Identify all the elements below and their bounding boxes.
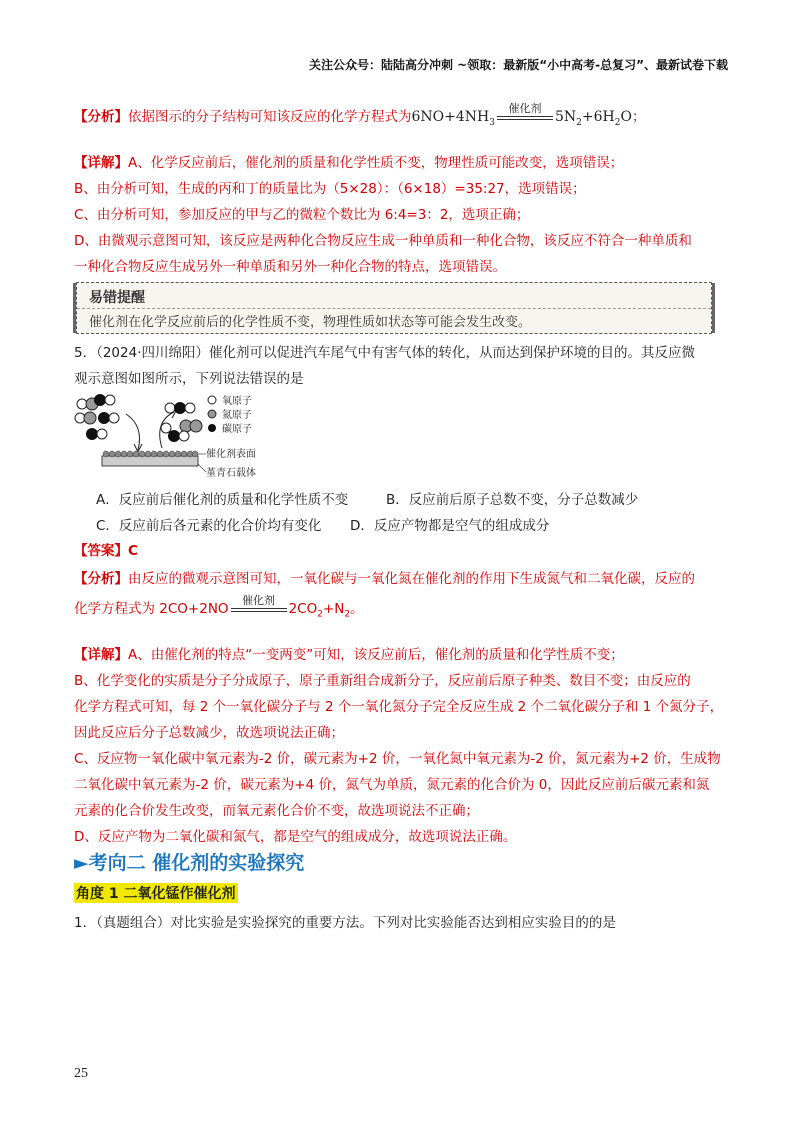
option-d: D．反应产物都是空气的组成成分 [350, 518, 550, 534]
eq-right-mid: +6H [581, 109, 615, 125]
catalyst-arrow [497, 102, 553, 124]
detail2-line: C、反应物一氧化碳中氧元素为-2 价，碳元素为+2 价，一氧化氮中氧元素为-2 价，氮元素为+2 价，生成物 [74, 751, 721, 767]
diagram-legend [208, 394, 252, 435]
eq-right-sub1: 2 [576, 117, 582, 128]
option-a: A．反应前后催化剂的质量和化学性质不变 [96, 492, 349, 508]
option-c: C．反应前后各元素的化合价均有变化 [96, 518, 322, 534]
equation-1 [412, 104, 632, 136]
eq-right-sub2: 2 [614, 117, 621, 128]
eq-right: 5N [554, 109, 577, 125]
detail-tag: 【详解】 [74, 155, 128, 171]
eq-left-sub: 3 [489, 117, 495, 128]
detail2-line: A、由催化剂的特点“一变两变”可知，该反应前后，催化剂的质量和化学性质不变； [128, 647, 624, 663]
analysis-2 [74, 566, 734, 628]
angle-label: 角度 1 二氧化锰作催化剂 [74, 883, 238, 903]
answer-value: C [128, 543, 138, 559]
detail2-line: 元素的化合价发生改变，而氧元素化合价不变，故选项说法不正确； [74, 803, 479, 819]
analysis2-eq-end: 。 [350, 601, 364, 617]
analysis-end: ； [631, 109, 646, 125]
analysis2-eq-mid: +N [322, 601, 345, 617]
detail-1 [74, 150, 734, 280]
micro-reaction-diagram [74, 392, 304, 484]
eq-right-end: O [620, 109, 632, 125]
product-molecules [161, 402, 202, 442]
legend-oxygen: 氧原子 [222, 396, 252, 407]
catalyst-label: 催化剂 [508, 102, 542, 115]
analysis2-tag: 【分析】 [74, 571, 128, 587]
detail2-line: 化学方程式可知，每 2 个一氧化碳分子与 2 个一氧化氮分子完全反应生成 2 个二氧化碳分子和 1 个氮分子， [74, 699, 724, 715]
catalyst-surface [102, 447, 256, 479]
detail2-tag: 【详解】 [74, 647, 128, 663]
analysis-tag: 【分析】 [74, 109, 128, 125]
answer-tag: 【答案】 [74, 543, 128, 559]
reactant-molecules [75, 394, 119, 440]
detail2-line: 因此反应后分子总数减少，故选项说法正确； [74, 725, 344, 741]
catalyst-label-2: 催化剂 [242, 594, 276, 607]
detail-line: B、由分析可知，生成的丙和丁的质量比为（5×28）：（6×18）=35:27，选项错误； [74, 181, 586, 197]
detail2-line: B、化学变化的实质是分子分成原子，原子重新组合成新分子，反应前后原子种类、数目不变；由反应的 [74, 673, 691, 689]
eq-left: 6NO+4NH [411, 109, 490, 125]
question-5 [74, 340, 734, 392]
analysis2-eq-post: 2CO [288, 601, 318, 617]
page-number: 25 [74, 1066, 88, 1081]
question-1: 1．（真题组合）对比实验是实验探究的重要方法。下列对比实验能否达到相应实验目的的是 [74, 915, 616, 931]
surface-label: 催化剂表面 [206, 449, 256, 460]
section-heading: ►考向二 催化剂的实验探究 [74, 852, 305, 874]
analysis-1 [74, 104, 734, 136]
legend-carbon: 碳原子 [222, 424, 252, 435]
detail-line: A、化学反应前后，催化剂的质量和化学性质不变，物理性质可能改变，选项错误； [128, 155, 624, 171]
page-header: 关注公众号：陆陆高分冲刺 ~领取：最新版“小中高考-总复习”、最新试卷下载 [309, 58, 728, 72]
answer [74, 538, 734, 564]
detail-line: 一种化合物反应生成另外一种单质和另外一种化合物的特点，选项错误。 [74, 259, 506, 275]
detail-line: D、由微观示意图可知，该反应是两种化合物反应生成一种单质和一种化合物，该反应不符合一种单质和 [74, 233, 692, 249]
error-tip-box [76, 282, 712, 334]
question-line: 观示意图如图所示，下列说法错误的是 [74, 371, 304, 387]
analysis2-line: 由反应的微观示意图可知，一氧化碳与一氧化氮在催化剂的作用下生成氮气和二氧化碳，反应的 [128, 571, 695, 587]
analysis2-sub2: 2 [344, 609, 351, 620]
legend-nitrogen: 氮原子 [222, 410, 252, 421]
analysis2-eq-pre: 化学方程式为 2CO+2NO [74, 601, 229, 617]
option-b: B．反应前后原子总数不变，分子总数减少 [386, 492, 639, 508]
analysis2-sub1: 2 [317, 609, 323, 620]
detail2-line: 二氧化碳中氧元素为-2 价，碳元素为+4 价，氮气为单质，氮元素的化合价为 0，因此反应前后碳元素和氮 [74, 777, 710, 793]
carrier-label: 堇青石载体 [206, 468, 256, 479]
analysis-text: 依据图示的分子结构可知该反应的化学方程式为 [128, 109, 412, 125]
detail-line: C、由分析可知，参加反应的甲与乙的微粒个数比为 6:4=3：2，选项正确； [74, 207, 530, 223]
tip-body: 催化剂在化学反应前后的化学性质不变，物理性质如状态等可能会发生改变。 [89, 315, 532, 330]
catalyst-arrow-2 [231, 594, 287, 616]
question-line: 5．（2024·四川绵阳）催化剂可以促进汽车尾气中有害气体的转化，从而达到保护环境的目的。其反应微 [74, 345, 695, 361]
detail-2 [74, 642, 734, 850]
detail2-line: D、反应产物为二氧化碳和氮气，都是空气的组成成分，故选项说法正确。 [74, 829, 517, 845]
tip-title: 易错提醒 [89, 290, 145, 306]
